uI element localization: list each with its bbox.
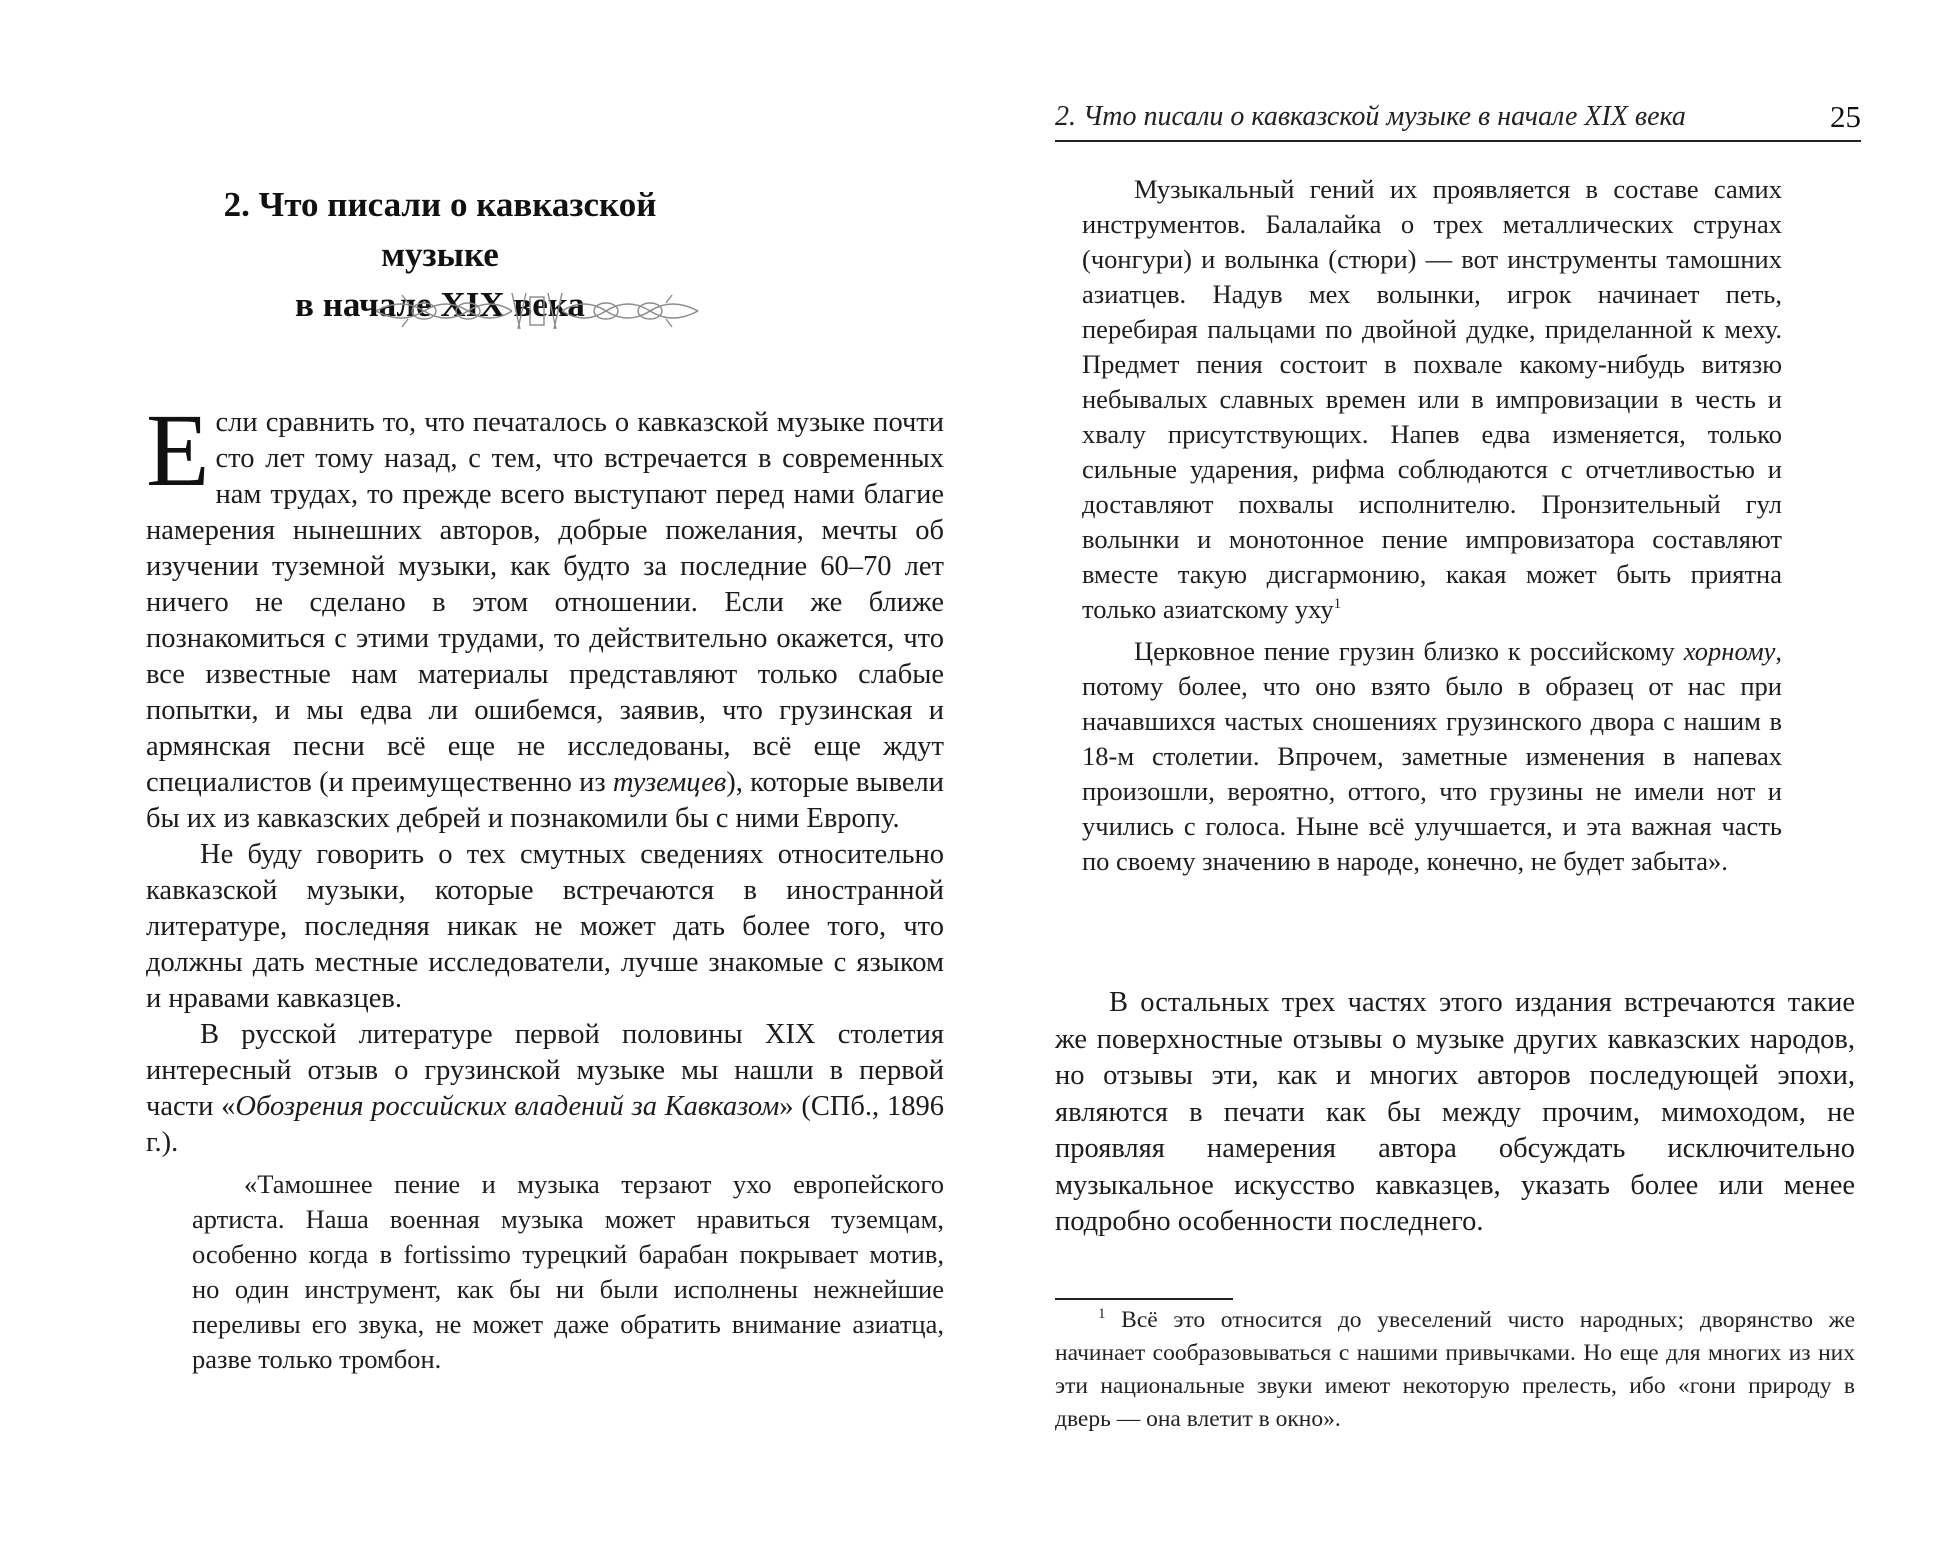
running-header bbox=[1055, 100, 1861, 142]
page-number: 25 bbox=[1830, 99, 1861, 134]
paragraph-1-italic: туземцев bbox=[612, 767, 727, 798]
chapter-title-line1: 2. Что писали о кавказской музыке bbox=[223, 185, 657, 274]
paragraph-1-text-end: ), которые вывели бы их из кавказских дебрей и познакомили бы с ними Европу. bbox=[146, 767, 944, 834]
running-header-title: 2. Что писали о кавказской музыке в начале XIX века bbox=[1055, 101, 1686, 132]
paragraph-3-text-end: » (СПб., 1896 г.). bbox=[146, 1091, 944, 1158]
footnote bbox=[1055, 1304, 1855, 1436]
paragraph-1 bbox=[146, 393, 944, 837]
footnote-marker: 1 bbox=[1333, 596, 1342, 613]
ornament-divider-icon bbox=[372, 283, 702, 339]
paragraph-4: В остальных трех частях этого издания встречаются такие же поверхностные отзывы о музыке других кавказских народов, но отзывы эти, как и многих авторов последующей эпохи, являются в печати как бы между прочим, мимоходом, не проявляя намерения автора обсуждать исключительно музыкальное искусство кавказцев, указать более или менее подробно особенности последнего. bbox=[1055, 987, 1855, 1237]
footnote-number: 1 bbox=[1098, 1306, 1106, 1323]
footnote-rule bbox=[1055, 1298, 1233, 1300]
quote-block-2 bbox=[1082, 172, 1782, 879]
paragraph-1-text: сли сравнить то, что печаталось о кавказской музыке почти сто лет тому назад, с тем, что встречается в современных нам трудах, то прежде всего выступают перед нами благие намерения нынешних авторов, добрые пожелания, мечты об изучении туземной музыки, как будто за последние 60–70 лет ничего не сделано в этом отношении. Если же ближе познакомиться с этими трудами, то действительно окажется, что все известные нам материалы представляют только слабые попытки, и мы едва ли ошибемся, заявив, что грузинская и армянская песни всё еще не исследованы, всё еще ждут специалистов (и преимущественно из bbox=[146, 407, 944, 798]
paragraph-3-italic: Обозрения российских владений за Кавказом bbox=[235, 1091, 780, 1122]
quote-paragraph-church-italic: хорному bbox=[1683, 636, 1776, 666]
quote-paragraph-instruments-text: Музыкальный гений их проявляется в составе самих инструментов. Балалайка о трех металлических струнах (чонгури) и волынка (стюри) — вот инструменты тамошних азиатцев. Надув мех волынки, игрок начинает петь, перебирая пальцами по двойной дудке, приделанной к меху. Предмет пения состоит в похвале какому-нибудь витязю небывалых славных времен или в импровизации в честь и хвалу присутствующих. Напев едва изменяется, только сильные ударения, рифма соблюдаются с отчетливостью и доставляют похвалы исполнителю. Пронзительный гул волынки и монотонное пение импровизатора составляют вместе такую дисгармонию, какая может быть приятна только азиатскому уху bbox=[1082, 174, 1782, 624]
paragraph-3 bbox=[146, 1017, 944, 1161]
right-body-text bbox=[1055, 985, 1855, 1241]
quote-paragraph-church-text: Церковное пение грузин близко к российскому bbox=[1134, 636, 1684, 666]
quote-paragraph-church bbox=[1082, 634, 1782, 879]
footnote-text: Всё это относится до увеселений чисто народных; дворянство же начинает сообразовываться с нашими привычками. Но еще для многих из них эти национальные звуки имеют некоторую прелесть, ибо «гони природу в дверь — она влетит в окно». bbox=[1055, 1307, 1856, 1432]
left-body-text bbox=[146, 393, 944, 1377]
quote-block-1: «Тамошнее пение и музыка терзают ухо европейского артиста. Наша военная музыка может нравиться туземцам, особенно когда в fortissimo турецкий барабан покрывает мотив, но один инструмент, как бы ни были исполнены нежнейшие переливы его звука, не может даже обратить внимание азиатца, разве только тромбон. bbox=[192, 1169, 944, 1374]
right-page bbox=[972, 0, 1944, 1542]
paragraph-3-text: В русской литературе первой половины XIX столетия интересный отзыв о грузинской музыке мы нашли в первой части « bbox=[146, 1019, 944, 1122]
quote-paragraph-church-text-end: , потому более, что оно взято было в образец от нас при начавшихся частых сношениях грузинского двора с нашим в 18-м столетии. Впрочем, заметные изменения в напевах произошли, вероятно, оттого, что грузины не имели нот и учились с голоса. Ныне всё улучшается, и эта важная часть по своему значению в народе, конечно, не будет забыта». bbox=[1082, 636, 1782, 876]
drop-cap: Е bbox=[146, 393, 210, 508]
chapter-title-line2: в начале XIX века bbox=[295, 285, 585, 324]
quote-paragraph-instruments bbox=[1082, 172, 1782, 627]
paragraph-2: Не буду говорить о тех смутных сведениях относительно кавказской музыки, которые встречаются в иностранной литературе, последняя никак не может дать более того, что должны дать местные исследователи, лучше знакомые с языком и нравами кавказцев. bbox=[146, 839, 944, 1014]
